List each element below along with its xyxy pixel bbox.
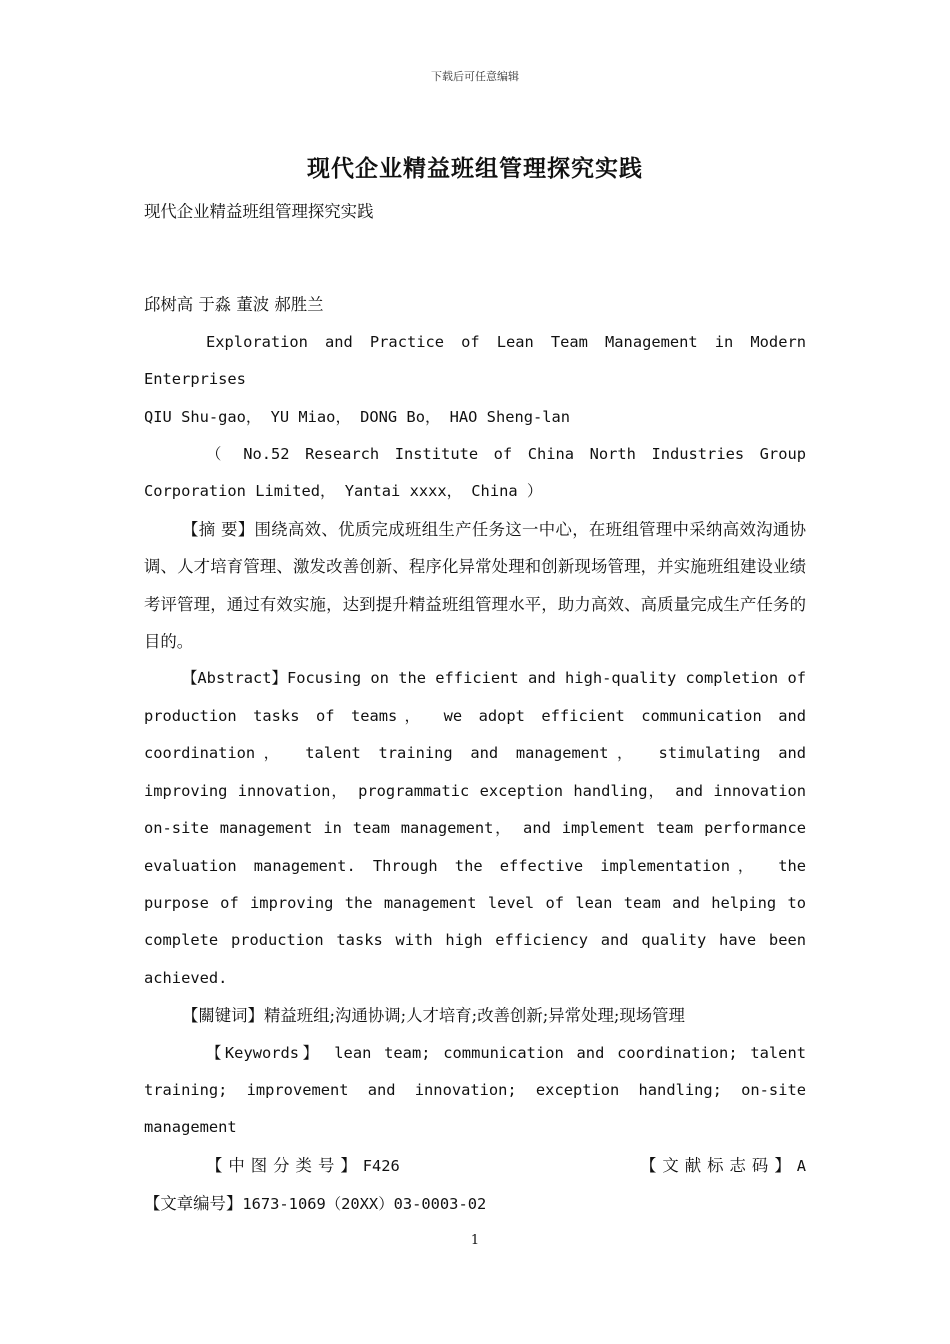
- classification-row: [144, 1147, 806, 1185]
- document-body: [144, 193, 806, 1224]
- clc-value: F426: [362, 1156, 400, 1175]
- english-title: Exploration and Practice of Lean Team Management in Modern Enterprises: [144, 332, 806, 389]
- keywords-chinese-label: 【關键词】: [182, 1006, 264, 1026]
- affiliation: （ No.52 Research Institute of China North Industries Group Corporation Limited， Yantai xxxx， China ）: [144, 445, 806, 501]
- abstract-chinese-label: 【摘 要】: [182, 519, 255, 539]
- clc-number: [206, 1147, 400, 1185]
- keywords-english-label: 【Keywords】: [206, 1043, 322, 1062]
- document-code-label: 【文献标志码】: [639, 1155, 797, 1175]
- article-number-value: 1673-1069（20XX）03-0003-02: [242, 1195, 487, 1214]
- keywords-chinese: [144, 997, 806, 1034]
- authors-english: QIU Shu-gao， YU Miao， DONG Bo， HAO Sheng-lan: [144, 407, 571, 426]
- document-code: [640, 1147, 806, 1185]
- keywords-chinese-text: 精益班组;沟通协调;人才培育;改善创新;异常处理;现场管理: [263, 1006, 685, 1026]
- page-header-note: 下载后可任意编辑: [431, 70, 519, 83]
- abstract-english: [144, 660, 806, 997]
- abstract-english-label: 【Abstract】: [182, 669, 287, 688]
- abstract-chinese: [144, 511, 806, 661]
- document-subtitle: 现代企业精益班组管理探究实践: [144, 202, 374, 221]
- article-number: [144, 1185, 806, 1223]
- abstract-english-text: Focusing on the efficient and high-quality completion of production tasks of teams， we adopt efficient communication and coordination， talent training and management， stimulating and improving innovation， programmatic exception handling， and innovation on-site management in team management， and implement team performance evaluation management. Through the effective implementation， the purpose of improving the management level of lean team and helping to complete production tasks with high efficiency and quality have been achieved.: [144, 669, 806, 987]
- document-title: 现代企业精益班组管理探究实践: [307, 155, 643, 182]
- spacer: [144, 230, 806, 286]
- keywords-english: [144, 1035, 806, 1147]
- keywords-english-text: lean team; communication and coordination; talent training; improvement and innovation; exception handling; on-site management: [144, 1043, 806, 1137]
- clc-label: 【中图分类号】: [206, 1155, 363, 1175]
- abstract-chinese-text: 围绕高效、优质完成班组生产任务这一中心，在班组管理中采纳高效沟通协调、人才培育管理、激发改善创新、程序化异常处理和创新现场管理，并实施班组建设业绩考评管理，通过有效实施，达到提升精益班组管理水平，助力高效、高质量完成生产任务的目的。: [144, 519, 807, 652]
- article-number-label: 【文章编号】: [144, 1194, 243, 1214]
- authors-chinese: 邱树高 于淼 董波 郝胜兰: [144, 295, 324, 315]
- document-code-value: A: [796, 1156, 806, 1175]
- page-number: 1: [470, 1233, 480, 1248]
